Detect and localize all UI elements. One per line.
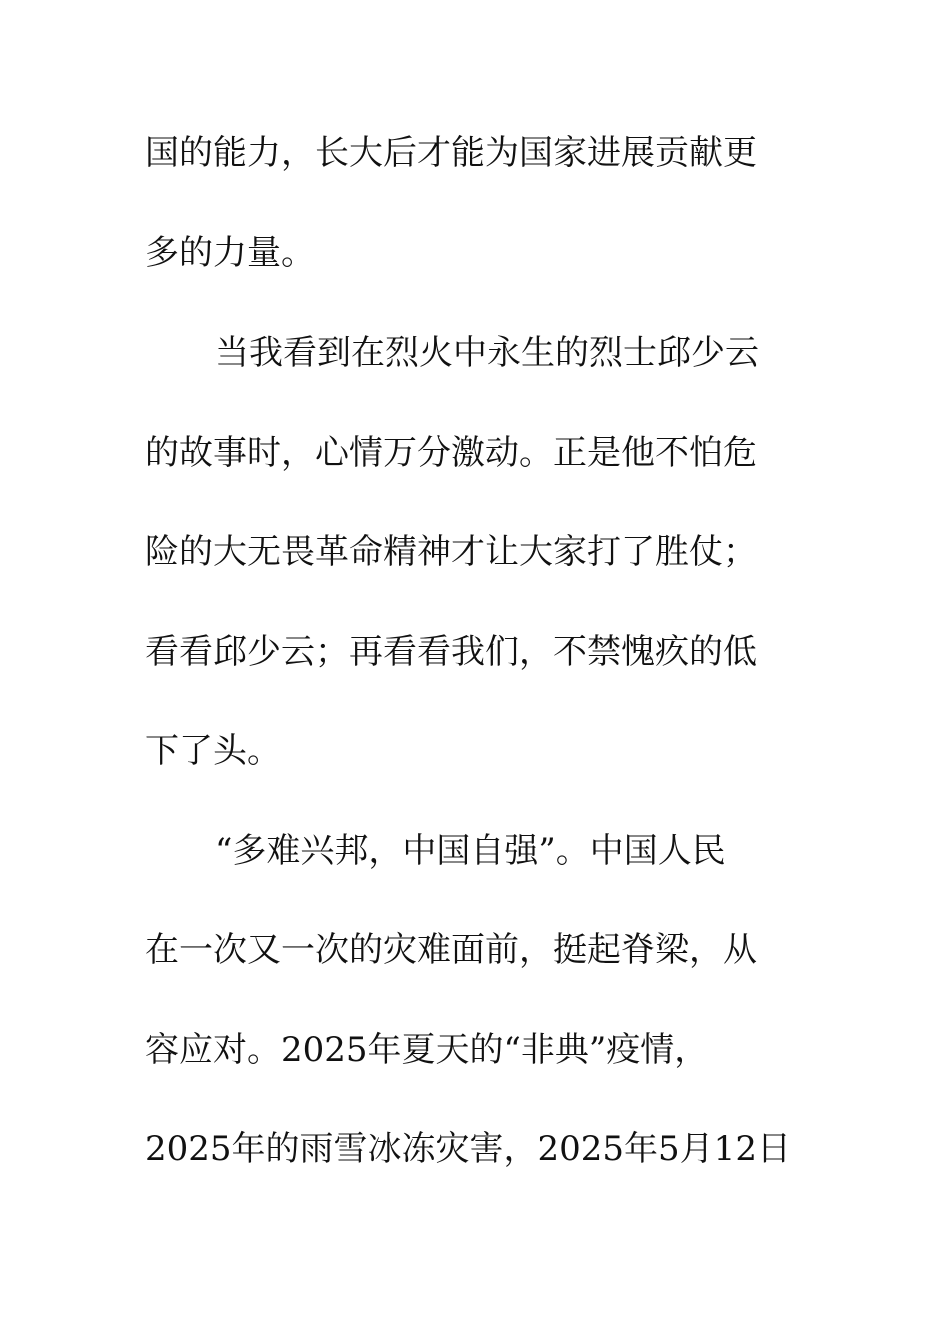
text-line: 国的能力，长大后才能为国家进展贡献更 bbox=[145, 133, 757, 173]
text-line: 多的力量。 bbox=[145, 233, 315, 273]
text-line: 在一次又一次的灾难面前，挺起脊梁，从 bbox=[145, 930, 757, 970]
paragraph-start-line: “多难兴邦，中国自强”。中国人民 bbox=[215, 831, 726, 871]
text-line: 看看邱少云；再看看我们，不禁愧疚的低 bbox=[145, 632, 757, 672]
text-line: 的故事时，心情万分激动。正是他不怕危 bbox=[145, 433, 757, 473]
text-line: 下了头。 bbox=[145, 731, 281, 771]
text-line: 容应对。2025年夏天的“非典”疫情， bbox=[145, 1030, 709, 1070]
text-line: 2025年的雨雪冰冻灾害，2025年5月12日 bbox=[145, 1129, 791, 1169]
paragraph-start-line: 当我看到在烈火中永生的烈士邱少云 bbox=[215, 333, 759, 373]
text-line: 险的大无畏革命精神才让大家打了胜仗； bbox=[145, 532, 757, 572]
